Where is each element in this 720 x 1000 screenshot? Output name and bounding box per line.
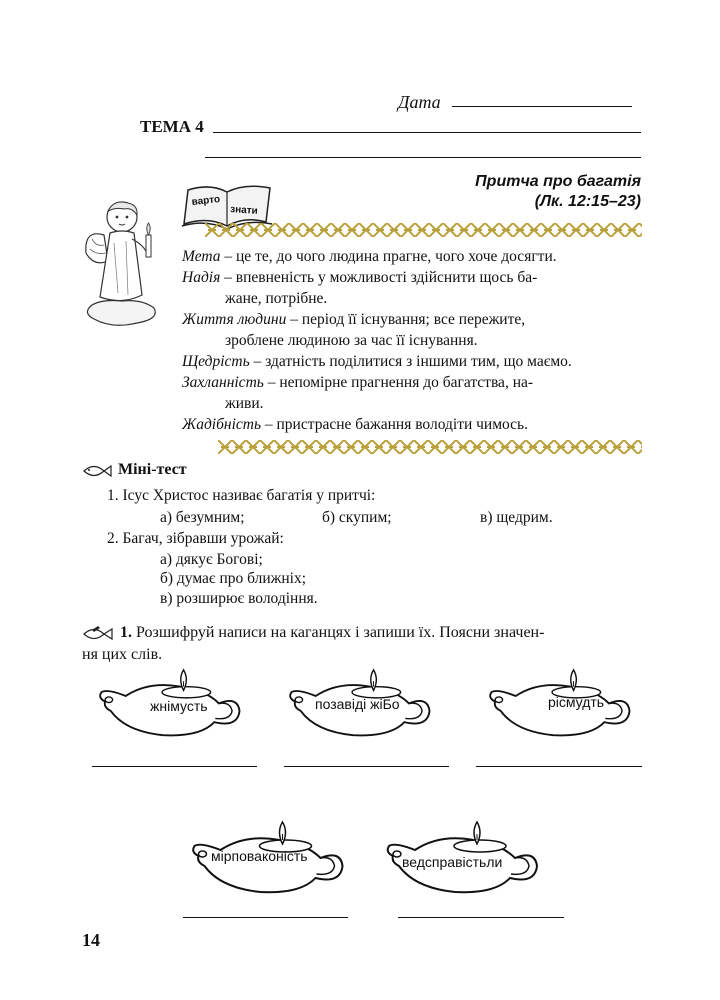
- question-1: 1. Ісус Христос називає багатія у притчі:: [107, 487, 376, 504]
- definition-goal: Мета – це те, до чого людина прагне, чого хоче досягти.: [182, 248, 557, 265]
- definition-avarice: Жадібність – пристрасне бажання володіти чимось.: [182, 416, 528, 433]
- answer-line-4[interactable]: [183, 917, 348, 918]
- lamp-5-label: ведсправістьли: [402, 854, 503, 870]
- q1-option-b[interactable]: б) скупим;: [322, 509, 392, 526]
- mini-test-title: Міні-тест: [118, 461, 187, 478]
- lamp-1-label: жнімусть: [150, 698, 208, 714]
- q2-option-c[interactable]: в) розширює володіння.: [160, 590, 318, 607]
- book-text-2: знати: [229, 204, 259, 217]
- page-number: 14: [82, 930, 100, 950]
- answer-line-2[interactable]: [284, 766, 449, 767]
- q1-option-c[interactable]: в) щедрим.: [480, 509, 553, 526]
- definition-life: Життя людини – період її існування; все пережите, зроблене людиною за час її існування.: [182, 311, 526, 349]
- task-1: 1. Розшифруй написи на каганцях і запиши їх. Поясни значен- ня цих слів.: [82, 624, 545, 663]
- lamp-2-label: позавіді жіБо: [315, 696, 400, 712]
- book-text-1: варто: [191, 194, 221, 208]
- lamp-1: [90, 668, 250, 738]
- definition-hope: Надія – впевненість у можливості здійснити щось ба- жане, потрібне.: [182, 269, 538, 307]
- definition-greed: Захланність – непомірне прагнення до багатства, на- живи.: [182, 374, 534, 412]
- lamp-5: [380, 820, 545, 895]
- date-label: Дата: [398, 92, 441, 112]
- theme-label: ТЕМА 4: [140, 117, 204, 136]
- task-1-number: 1.: [120, 624, 132, 641]
- lamp-4: [183, 820, 353, 895]
- lamp-4-label: мірповаконість: [211, 848, 308, 864]
- answer-line-3[interactable]: [476, 766, 642, 767]
- answer-line-5[interactable]: [398, 917, 564, 918]
- question-2: 2. Багач, зібравши урожай:: [107, 530, 284, 547]
- q1-option-a[interactable]: а) безумним;: [160, 509, 245, 526]
- q2-option-b[interactable]: б) думає про ближніх;: [160, 570, 307, 587]
- lamp-3: [480, 668, 640, 738]
- q2-option-a[interactable]: а) дякує Богові;: [160, 551, 263, 568]
- definition-generosity: Щедрість – здатність поділитися з іншими тим, що маємо.: [182, 353, 572, 370]
- lamp-3-label: рісмудть: [548, 694, 605, 710]
- parable-reference: (Лк. 12:15–23): [534, 193, 641, 210]
- parable-title: Притча про багатія: [475, 173, 641, 190]
- lamp-2: [280, 668, 440, 738]
- answer-line-1[interactable]: [92, 766, 257, 767]
